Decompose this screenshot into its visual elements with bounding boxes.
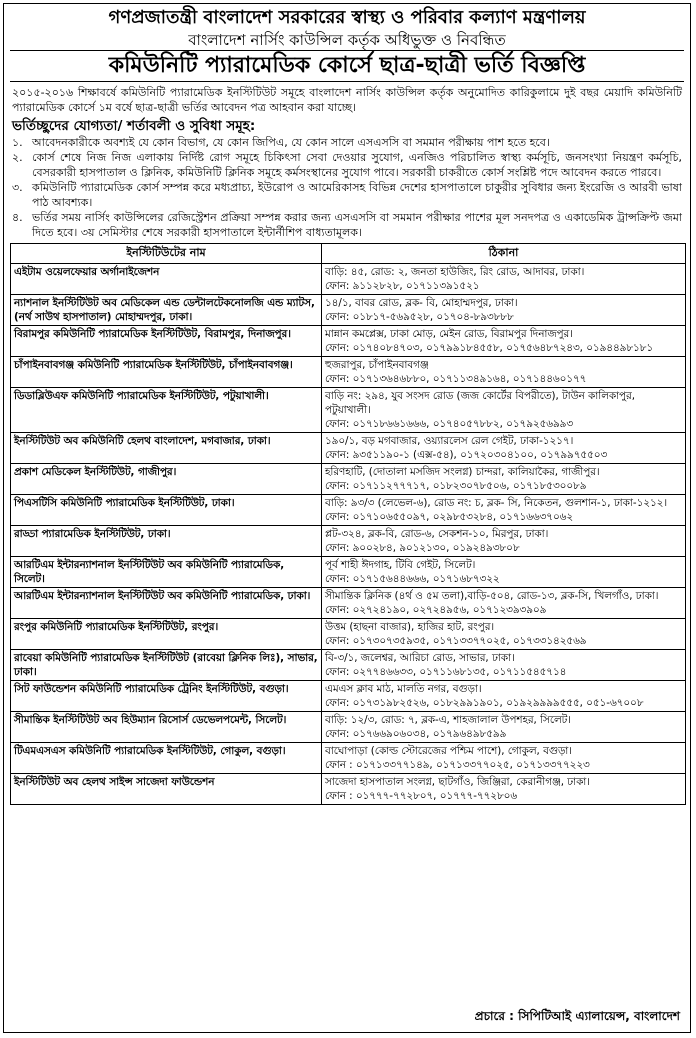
table-header-row: [11, 244, 686, 264]
institute-phone: ফোন: ০১৭১০৬৫৫০৯৭, ০২৯৮৫৩২৮৪, ০১৭১৬৬৩৭০৬২: [325, 511, 574, 523]
institute-phone: ফোন: ৯০০২৮৪, ৯০১২১৩০, ০১৯২৪৯৩৮০৮: [325, 542, 520, 554]
institute-address-cell: [322, 326, 686, 357]
condition-text: কোর্স শেষে নিজ নিজ এলাকায় নির্দিষ্ট রোগ সমূহে চিকিৎসা সেবা দেওয়ার সুযোগ, এনজিও পরিচালিত স্বাস্থ্য কর্মসূচি, জনসংখ্যা নিয়ন্ত্রণ কর্মসূচি, বেসরকারী হাসপাতাল ও ক্লিনিক, কমিউনিটি ক্লিনিক সমূহে কর্মসংস্থানের সুযোগ পাবে। সরকারী চাকরীতে কোর্স সংশ্লিষ্ট পদে আবেদন করতে পারবে।: [32, 151, 682, 179]
institute-phone: ফোন: ০১৭৬৬৯০৬০৩৪, ০১৭৯৬৪৯৮৫৯৯: [325, 728, 507, 740]
institute-name: রংপুর কমিউনিটি প্যারামেডিক ইনস্টিটিউট, রংপুর।: [11, 619, 322, 650]
ministry-heading: গণপ্রজাতন্ত্রী বাংলাদেশ সরকারের স্বাস্থ্য ও পরিবার কল্যাণ মন্ত্রণালয়: [108, 7, 586, 28]
table-row: [11, 464, 686, 495]
institute-name: টিএমএসএস কমিউনিটি প্যারামেডিক ইনস্টিটিউট, গোকুল, বগুড়া।: [11, 743, 322, 774]
institute-address: এমএস ক্লাব মাঠ, মালতি নগর, বগুড়া।: [325, 683, 482, 695]
table-row: [11, 588, 686, 619]
conditions-list: [4, 135, 690, 240]
column-header-address: ঠিকানা: [322, 244, 686, 264]
condition-number: ৩.: [12, 181, 23, 194]
condition-text: ভর্তির সময় নার্সিং কাউন্সিলের রেজিস্ট্রেশন প্রক্রিয়া সম্পন্ন করার জন্য এসএসসি বা সমমান পরীক্ষার পাশের মূল সনদপত্র ও একাডেমিক ট্রান্সক্রিপ্ট জমা দিতে হবে। ৩য় সেমিস্টার শেষে সরকারী হাসপাতালে ইন্টার্নীশিপ বাধ্যতামূলক।: [32, 211, 682, 239]
institute-name: ইনস্টিটিউট অব হেলথ সাইন্স সাজেদা ফাউন্ডেশন: [11, 774, 322, 805]
institute-address-cell: [322, 681, 686, 712]
institute-address: সাজেদা হাসপাতাল সংলগ্ন, ছাটগাঁও, জিঞ্জিরা, কেরানীগঞ্জ, ঢাকা।: [325, 776, 590, 788]
institute-name: সিট ফাউন্ডেশন কমিউনিটি প্যারামেডিক ট্রেনিং ইনস্টিটিউট, বগুড়া।: [11, 681, 322, 712]
institute-name: রাড্ডা প্যারামেডিক ইনস্টিটিউট, ঢাকা।: [11, 526, 322, 557]
table-row: [11, 774, 686, 805]
table-row: [11, 712, 686, 743]
table-row: [11, 357, 686, 388]
table-row: [11, 557, 686, 588]
council-subheading: বাংলাদেশ নার্সিং কাউন্সিল কর্তৃক অধিভুক্ত ও নিবন্ধিত: [188, 31, 506, 49]
institute-phone: ফোন: ০২৭২৪১৯০, ০২৭২৪৯৫৬, ০১৭১২৩৯৩৯০৯: [325, 604, 547, 616]
institute-address: সীমান্তিক ক্লিনিক (৪র্থ ও ৫ম তলা),বাড়ি-৫০৪, রোড-১৩, ব্লক-সি, খিলগাঁও, ঢাকা।: [325, 590, 659, 602]
institute-phone: ফোন: ০১৮১৭-৫৬৯৫২৮, ০১৭০৪-৮৯৩৮৮৮: [325, 311, 514, 323]
table-row: [11, 295, 686, 326]
institute-name: পিএসটিসি কমিউনিটি প্যারামেডিক ইনস্টিটিউট, ঢাকা।: [11, 495, 322, 526]
conditions-heading: ভর্তিচ্ছুদের যোগ্যতা/ শর্তাবলী ও সুবিধা সমূহ:: [12, 118, 256, 134]
institute-address-cell: [322, 357, 686, 388]
institute-phone: ফোন : ০১৭১৩৩৭৭১৪৯, ০১৭১৩৩৭৭০২৫, ০১৭১৩৩৭৭২২৩: [325, 759, 590, 771]
notice-frame: [3, 3, 691, 1033]
institute-address: বাড়ি: ৯৩/৩ (লেভেল-৬), রোড নং: চ, ব্লক- সি, নিকেতন, গুলশান-১, ঢাকা-১২১২।: [325, 497, 668, 509]
institute-address-cell: [322, 743, 686, 774]
table-row: [11, 495, 686, 526]
institute-address: উত্তম (হাছনা বাজার), হাজির হাট, রংপুর।: [325, 621, 495, 633]
institute-address: বি-৩/১, জলেশ্বর, আরিচা রোড, সাভার, ঢাকা।: [325, 652, 515, 664]
institute-address-cell: [322, 650, 686, 681]
institute-address: ১৪/১, বাবর রোড, ব্লক- বি, মোহাম্মদপুর, ঢাকা।: [325, 297, 518, 309]
condition-item: [4, 135, 690, 150]
notice-title: কমিউনিটি প্যারামেডিক কোর্সে ছাত্র-ছাত্রী ভর্তি বিজ্ঞপ্তি: [10, 50, 684, 82]
institute-address-cell: [322, 295, 686, 326]
condition-text: আবেদনকারীকে অবশ্যই যে কোন বিভাগ, যে কোন জিপিএ, যে কোন সালে এসএসসি বা সমমান পরীক্ষায় পাশ হতে হবে।: [32, 136, 550, 149]
institute-name: ডিডাব্লিউএফ কমিউনিটি প্যারামেডিক ইনস্টিটিউট, পটুয়াখালী।: [11, 388, 322, 433]
institute-address-cell: [322, 433, 686, 464]
table-row: [11, 619, 686, 650]
table-body: [11, 264, 686, 805]
institute-phone: ফোন: ০২৭৭৪৬৬৩৩, ০১৭১১৬৮১৩৫, ০১৭১১৫৪৫৭১৪: [325, 666, 567, 678]
institute-phone: ফোন: ০১৭১৫৬৪৪৬৬৬, ০১৭১৬৮৭৩২২: [325, 573, 500, 585]
institute-name: চাঁপাইনবাবগঞ্জ কমিউনিটি প্যারামেডিক ইনস্টিটিউট, চাঁপাইনবাবগঞ্জ।: [11, 357, 322, 388]
condition-text: কমিউনিটি প্যারামেডিক কোর্স সম্পন্ন করে মধ্যপ্রাচ্য, ইউরোপ ও আমেরিকাসহ বিভিন্ন দেশের হাসপাতালে চাকুরীর সুবিধার জন্য ইংরেজি ও আরবী ভাষা পাঠ আবশ্যক।: [32, 181, 682, 209]
institute-phone: ফোন: ৯১১২৮২৮, ০১৭১১৩৯১৫২১: [325, 280, 480, 292]
institute-address: হরিণহাটি, (দোতালা মসজিদ সংলগ্ন) চান্দরা, কালিয়াকৈর, গাজীপুর।: [325, 466, 600, 478]
institute-address-cell: [322, 526, 686, 557]
institute-address: পূর্ব শাহী ঈদগাহ, টিবি গেইট, সিলেট।: [325, 559, 476, 571]
institute-name: আরটিএম ইন্টারন্যাশনাল ইনস্টিটিউট অব কমিউনিটি প্যারামেডিক, ঢাকা।: [11, 588, 322, 619]
column-header-name: ইনস্টিটিউটের নাম: [11, 244, 322, 264]
institute-phone: ফোন: ০১৭৩০৭৩৫৯৩৫, ০১৭১৩৩৭৭০২৫, ০১৭৩৩১৪২৫৬৯: [325, 635, 587, 647]
institute-address: বাড়ি: ১২/৩, রোড: ৭, ব্লক-এ, শাহজালাল উপশহর, সিলেট।: [325, 714, 571, 726]
condition-item: [4, 210, 690, 240]
institute-address-cell: [322, 588, 686, 619]
institute-name: এইটাম ওয়েলফেয়ার অর্গানাইজেশন: [11, 264, 322, 295]
institute-address-cell: [322, 464, 686, 495]
condition-number: ৪.: [12, 211, 23, 224]
publisher-credit: প্রচারে : সিপিটিআই এ্যালায়েন্স, বাংলাদেশ: [474, 1009, 680, 1023]
institute-name: প্রকাশ মেডিকেল ইনস্টিটিউট, গাজীপুর।: [11, 464, 322, 495]
institute-phone: ফোন: ০১৭১৩৬৪৬৮৮০, ০১৭১১৩৪৯১৬৪, ০১৭১৪৪৬০১৭৭: [325, 373, 587, 385]
institute-phone: ফোন : ০১৭৭৭-৭৭২৮০৭, ০১৭৭৭-৭৭২৮০৬: [325, 790, 518, 802]
institute-address: মান্নান কমপ্লেক্স, ঢাকা মোড়, মেইন রোড, বিরামপুর দিনাজপুর।: [325, 328, 573, 340]
intro-paragraph: ২০১৫-২০১৬ শিক্ষাবর্ষে কমিউনিটি প্যারামেডিক ইনস্টিটিউট সমূহে বাংলাদেশ নার্সিং কাউন্সিল কর্তৃক অনুমোদিত কারিকুলামে দুই বছর মেয়াদি কমিউনিটি প্যারামেডিক কোর্সে ১ম বর্ষে ছাত্র-ছাত্রী ভর্তির আবেদন পত্র আহবান করা যাচ্ছে।: [12, 86, 682, 114]
institute-name: ন্যাশনাল ইনস্টিটিউট অব মেডিকেল এন্ড ডেন্টালটেকনোলজি এন্ড ম্যাটস, (নর্থ সাউথ হাসপাতাল) মোহাম্মদপুর, ঢাকা।: [11, 295, 322, 326]
institute-name: সীমান্তিক ইনস্টিটিউট অব হিউম্যান রিসোর্স ডেভেলপমেন্ট, সিলেট।: [11, 712, 322, 743]
institute-address: বাঘোপাড়া (কোল্ড স্টোরেজের পশ্চিম পাশে), গোকুল, বগুড়া।: [325, 745, 572, 757]
institute-phone: ফোন: ০১৭৪০৮৪৭০৩, ০১৭৯৯১৮৪৫৫৮, ০১৭৫৬৪৮৭২৪৩, ০১৯৪৪৯৮১৮১: [325, 342, 654, 354]
institute-phone: ফোন: ০১৭১৮৬৬১৬৬৬, ০১৭৪০৫৭৮৮২, ০১৭৯২৫৬৯৯৩: [325, 418, 574, 430]
institute-address-cell: [322, 264, 686, 295]
institute-name: ইনস্টিটিউট অব কমিউনিটি হেলথ বাংলাদেশ, মগবাজার, ঢাকা।: [11, 433, 322, 464]
institute-name: বিরামপুর কমিউনিটি প্যারামেডিক ইনস্টিটিউট, বিরামপুর, দিনাজপুর।: [11, 326, 322, 357]
institute-table: [10, 243, 686, 805]
condition-number: ১.: [12, 136, 23, 149]
institute-address: বাড়ি নং: ২৯৪, যুব সংসদ রোড (জজ কোর্টের বিপরীতে), টাউন কালিকাপুর, পটুয়াখালী।: [325, 390, 635, 416]
table-row: [11, 326, 686, 357]
table-row: [11, 681, 686, 712]
institute-address-cell: [322, 619, 686, 650]
institute-name: আরটিএম ইন্টারন্যাশনাল ইনস্টিটিউট অব কমিউনিটি প্যারামেডিক, সিলেট।: [11, 557, 322, 588]
institute-address: ১৯০/১, বড় মগবাজার, ওয়্যারলেস রেল গেইট, ঢাকা-১২১৭।: [325, 435, 574, 447]
condition-item: [4, 150, 690, 180]
institute-address-cell: [322, 495, 686, 526]
institute-phone: ফোন: ০১৭১১২৭৭৭১৭, ০১৮২৩০৭৮৫০৬, ০১৭১৮৫৩০০৮৯: [325, 480, 587, 492]
institute-address-cell: [322, 388, 686, 433]
table-row: [11, 388, 686, 433]
institute-address-cell: [322, 774, 686, 805]
condition-number: ২.: [12, 151, 23, 164]
institute-address-cell: [322, 557, 686, 588]
table-row: [11, 526, 686, 557]
institute-address-cell: [322, 712, 686, 743]
institute-address: প্লট-৩২৪, ব্লক-বি, রোড-৬, সেকশন-১০, মিরপুর, ঢাকা।: [325, 528, 549, 540]
institute-phone: ফোন: ৯৩৫১১৯০-১ (এক্স-৫৪), ০১৭২০৩০৪১০০, ০১৭৯৯৭৫৫০৩: [325, 449, 608, 461]
institute-address: হুজরাপুর, চাঁপাইনবাবগঞ্জ: [325, 359, 429, 371]
table-row: [11, 650, 686, 681]
institute-address: বাড়ি: ৪৫, রোড: ২, জনতা হাউজিং, রিং রোড, আদাবর, ঢাকা।: [325, 266, 585, 278]
table-row: [11, 433, 686, 464]
table-row: [11, 743, 686, 774]
table-row: [11, 264, 686, 295]
condition-item: [4, 180, 690, 210]
institute-phone: ফোন: ০১৭৩১৯৮২৫২৬, ০১৮২৯৯১৯০১, ০১৯২৯৯৯৯৫৫৫, ০৫১-৬৭০০৮: [325, 697, 644, 709]
institute-name: রাবেয়া কমিউনিটি প্যারামেডিক ইনস্টিটিউট (রাবেয়া ক্লিনিক লিঃ), সাভার, ঢাকা।: [11, 650, 322, 681]
